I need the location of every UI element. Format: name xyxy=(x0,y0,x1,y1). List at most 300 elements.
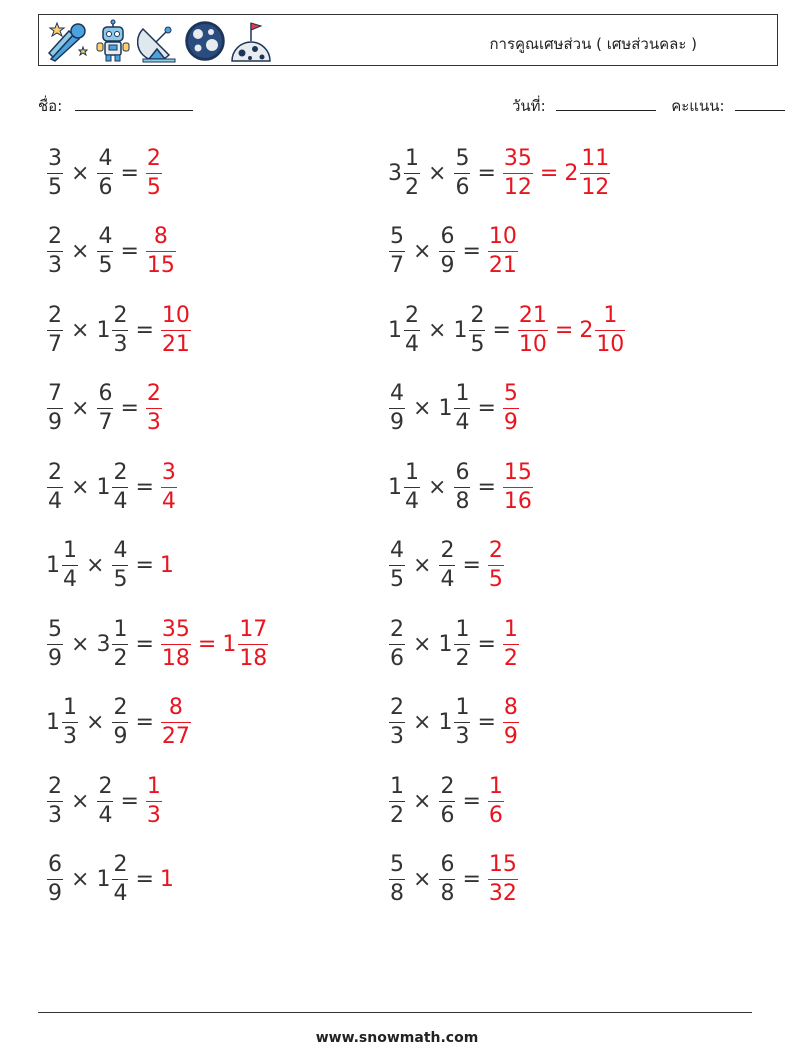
score-blank xyxy=(735,96,785,111)
numerator: 1 xyxy=(390,773,404,799)
numerator: 10 xyxy=(488,224,517,249)
denominator: 2 xyxy=(113,645,128,671)
answer xyxy=(145,773,163,828)
numerator: 3 xyxy=(161,459,176,485)
operand-a xyxy=(388,616,406,671)
times-sign: × xyxy=(71,867,90,892)
fraction xyxy=(488,773,504,828)
problem-item xyxy=(46,457,178,517)
times-sign: × xyxy=(413,553,432,578)
denominator: 5 xyxy=(488,567,503,592)
answer xyxy=(502,616,520,671)
operand-a xyxy=(388,773,406,828)
whole-number: 3 xyxy=(96,631,111,657)
denominator: 5 xyxy=(390,567,404,592)
equals-sign: = xyxy=(120,788,139,814)
whole-number: 2 xyxy=(579,317,594,343)
equals-sign: = xyxy=(135,631,154,657)
denominator: 3 xyxy=(113,331,128,357)
fraction xyxy=(47,854,63,905)
fraction xyxy=(454,616,470,671)
denominator: 18 xyxy=(161,645,190,671)
times-sign: × xyxy=(413,396,432,421)
denominator: 4 xyxy=(405,488,419,514)
denominator: 16 xyxy=(503,488,532,514)
whole-number: 1 xyxy=(46,710,60,735)
fraction xyxy=(62,540,78,591)
fraction xyxy=(112,616,128,671)
fraction xyxy=(47,302,63,357)
answer-equals-sign: = xyxy=(197,631,217,657)
comet-icon xyxy=(45,19,89,63)
equals-sign: = xyxy=(120,239,139,264)
answer-value xyxy=(487,773,505,828)
numerator: 1 xyxy=(455,695,470,720)
numerator: 1 xyxy=(455,381,470,406)
numerator: 2 xyxy=(470,302,485,328)
operand-b xyxy=(96,616,129,671)
moon-icon xyxy=(183,19,227,63)
whole-number: 1 xyxy=(222,631,237,657)
denominator: 9 xyxy=(440,253,455,278)
problem-item xyxy=(388,379,520,439)
operand-b xyxy=(111,697,129,748)
numerator: 6 xyxy=(98,381,113,406)
numerator: 4 xyxy=(98,224,113,249)
answer xyxy=(160,867,175,892)
denominator: 3 xyxy=(146,802,161,828)
denominator: 4 xyxy=(455,410,470,435)
operand-b xyxy=(438,854,456,905)
denominator: 6 xyxy=(455,174,470,200)
denominator: 5 xyxy=(470,331,485,357)
fraction xyxy=(469,302,485,357)
problem-item xyxy=(46,850,175,910)
answer-value xyxy=(487,226,519,277)
fraction xyxy=(97,145,113,200)
fraction xyxy=(161,302,191,357)
times-sign: × xyxy=(71,631,90,657)
equals-sign: = xyxy=(477,474,496,500)
problem-item xyxy=(46,222,177,282)
problem-item xyxy=(46,536,175,596)
fraction xyxy=(503,383,519,434)
robot-icon xyxy=(91,19,135,63)
answer-equals-sign: = xyxy=(539,160,559,186)
answer-value xyxy=(160,459,178,514)
answer-value xyxy=(564,145,611,200)
denominator: 7 xyxy=(98,410,113,435)
numerator: 8 xyxy=(168,695,183,720)
denominator: 2 xyxy=(390,802,404,828)
answer-value xyxy=(502,459,534,514)
fraction xyxy=(454,459,470,514)
equals-sign: = xyxy=(477,710,496,735)
denominator: 27 xyxy=(161,724,190,749)
operand-b xyxy=(96,773,114,828)
numerator: 5 xyxy=(455,145,470,171)
fraction xyxy=(389,616,405,671)
date-label: วันที่: xyxy=(512,97,546,115)
numerator: 5 xyxy=(390,852,404,877)
numerator: 1 xyxy=(405,459,419,485)
fraction xyxy=(238,616,268,671)
denominator: 2 xyxy=(455,645,470,671)
whole-number: 1 xyxy=(388,317,402,343)
problem-item xyxy=(388,536,505,596)
denominator: 3 xyxy=(48,253,62,278)
fraction xyxy=(161,616,191,671)
fraction xyxy=(488,854,518,905)
problem-item xyxy=(388,300,626,360)
answer-value xyxy=(487,540,505,591)
operand-a xyxy=(388,145,421,200)
answer-value xyxy=(502,697,520,748)
numerator: 5 xyxy=(48,616,62,642)
times-sign: × xyxy=(71,160,90,186)
times-sign: × xyxy=(413,239,432,264)
fraction xyxy=(503,459,533,514)
operand-b xyxy=(438,773,456,828)
numerator: 2 xyxy=(488,538,503,563)
fraction xyxy=(112,459,128,514)
denominator: 21 xyxy=(488,253,517,278)
times-sign: × xyxy=(71,474,90,500)
numerator: 35 xyxy=(503,145,532,171)
whole-number: 2 xyxy=(564,160,579,186)
denominator: 4 xyxy=(113,488,128,514)
numerator: 5 xyxy=(390,224,404,249)
fraction xyxy=(47,226,63,277)
numerator: 2 xyxy=(440,538,455,563)
numerator: 6 xyxy=(440,852,455,877)
whole-number: 1 xyxy=(388,474,402,500)
denominator: 9 xyxy=(503,724,518,749)
fraction xyxy=(518,302,548,357)
denominator: 12 xyxy=(581,174,610,200)
fraction xyxy=(112,302,128,357)
times-sign: × xyxy=(86,553,105,578)
fraction xyxy=(146,773,162,828)
numerator: 1 xyxy=(488,773,503,799)
numerator: 1 xyxy=(113,616,128,642)
numerator: 15 xyxy=(503,459,532,485)
times-sign: × xyxy=(71,788,90,814)
answer xyxy=(145,383,163,434)
denominator: 8 xyxy=(455,488,470,514)
denominator: 8 xyxy=(440,881,455,906)
numerator: 2 xyxy=(98,773,113,799)
answer xyxy=(145,145,163,200)
date-blank xyxy=(556,96,656,111)
answer-value xyxy=(222,616,269,671)
equals-sign: = xyxy=(462,239,481,264)
equals-sign: = xyxy=(477,160,496,186)
times-sign: × xyxy=(428,160,447,186)
fraction xyxy=(97,226,113,277)
header-icons xyxy=(45,19,273,63)
denominator: 10 xyxy=(596,331,625,357)
denominator: 9 xyxy=(390,410,404,435)
operand-b xyxy=(96,302,129,357)
equals-sign: = xyxy=(462,867,481,892)
denominator: 12 xyxy=(503,174,532,200)
operand-a xyxy=(388,226,406,277)
operand-b xyxy=(111,540,129,591)
equals-sign: = xyxy=(477,396,496,421)
numerator: 4 xyxy=(98,145,113,171)
fraction xyxy=(112,854,128,905)
problem-item xyxy=(46,614,269,674)
answer-value xyxy=(160,867,175,892)
denominator: 6 xyxy=(440,802,455,828)
numerator: 4 xyxy=(390,381,404,406)
operand-a xyxy=(46,302,64,357)
denominator: 9 xyxy=(48,410,62,435)
operand-a xyxy=(46,697,79,748)
answer xyxy=(160,697,192,748)
numerator: 2 xyxy=(48,773,62,799)
fraction xyxy=(97,383,113,434)
numerator: 2 xyxy=(113,852,128,877)
answer-value xyxy=(160,697,192,748)
denominator: 18 xyxy=(239,645,268,671)
answer-value xyxy=(145,226,177,277)
denominator: 4 xyxy=(440,567,455,592)
equals-sign: = xyxy=(135,317,154,343)
worksheet-title: การคูณเศษส่วน ( เศษส่วนคละ ) xyxy=(489,35,697,53)
numerator: 6 xyxy=(455,459,470,485)
numerator: 1 xyxy=(63,538,77,563)
denominator: 10 xyxy=(518,331,547,357)
whole-number: 1 xyxy=(46,553,60,578)
fraction xyxy=(47,773,63,828)
fraction xyxy=(580,145,610,200)
denominator: 8 xyxy=(390,881,404,906)
numerator: 35 xyxy=(161,616,190,642)
denominator: 9 xyxy=(48,645,62,671)
operand-b xyxy=(96,854,129,905)
fraction xyxy=(146,383,162,434)
numerator: 2 xyxy=(113,302,128,328)
fraction xyxy=(503,145,533,200)
denominator: 2 xyxy=(503,645,518,671)
denominator: 9 xyxy=(503,410,518,435)
whole-number: 1 xyxy=(96,317,111,343)
equals-sign: = xyxy=(135,867,154,892)
numerator: 2 xyxy=(440,773,455,799)
fraction xyxy=(62,697,78,748)
score-label: คะแนน: xyxy=(671,97,725,115)
operand-b xyxy=(96,459,129,514)
numerator: 1 xyxy=(455,616,470,642)
denominator: 7 xyxy=(48,331,62,357)
numerator: 1 xyxy=(603,302,618,328)
problem-item xyxy=(388,614,520,674)
numerator: 1 xyxy=(63,695,77,720)
problem-item xyxy=(46,143,163,203)
numerator: 10 xyxy=(161,302,190,328)
problem-item xyxy=(46,300,192,360)
footer-url: www.snowmath.com xyxy=(315,1030,479,1046)
name-field xyxy=(38,94,193,118)
operand-a xyxy=(46,226,64,277)
numerator: 1 xyxy=(146,773,161,799)
times-sign: × xyxy=(413,631,432,657)
whole-number: 1 xyxy=(438,396,453,421)
denominator: 9 xyxy=(48,881,62,906)
fraction xyxy=(454,145,470,200)
times-sign: × xyxy=(413,867,432,892)
problem-item xyxy=(388,143,611,203)
fraction xyxy=(488,226,518,277)
numerator: 3 xyxy=(48,145,62,171)
equals-sign: = xyxy=(120,396,139,421)
denominator: 4 xyxy=(98,802,113,828)
fraction xyxy=(404,302,420,357)
denominator: 21 xyxy=(161,331,190,357)
whole-number: 1 xyxy=(159,867,174,892)
fraction xyxy=(439,854,455,905)
denominator: 5 xyxy=(146,174,161,200)
operand-a xyxy=(46,854,64,905)
answer xyxy=(502,145,611,200)
fraction xyxy=(389,540,405,591)
answer-value xyxy=(502,383,520,434)
answer-value xyxy=(145,383,163,434)
times-sign: × xyxy=(428,317,447,343)
fraction xyxy=(389,697,405,748)
operand-a xyxy=(388,383,406,434)
denominator: 6 xyxy=(98,174,113,200)
numerator: 17 xyxy=(239,616,268,642)
denominator: 6 xyxy=(390,645,404,671)
fraction xyxy=(47,383,63,434)
whole-number: 1 xyxy=(453,317,468,343)
numerator: 5 xyxy=(503,381,518,406)
operand-b xyxy=(453,459,471,514)
operand-b xyxy=(438,697,471,748)
fraction xyxy=(404,145,420,200)
fraction xyxy=(389,226,405,277)
denominator: 9 xyxy=(113,724,128,749)
answer xyxy=(160,302,192,357)
problem-item xyxy=(388,693,520,753)
denominator: 3 xyxy=(455,724,470,749)
name-label: ชื่อ: xyxy=(38,97,63,115)
name-blank xyxy=(75,96,193,111)
answer-value xyxy=(160,302,192,357)
denominator: 4 xyxy=(63,567,77,592)
numerator: 21 xyxy=(518,302,547,328)
denominator: 15 xyxy=(146,253,175,278)
operand-b xyxy=(438,226,456,277)
problem-item xyxy=(388,850,519,910)
answer-value xyxy=(502,616,520,671)
numerator: 8 xyxy=(503,695,518,720)
fraction xyxy=(112,540,128,591)
moon-flag-icon xyxy=(229,19,273,63)
answer-value xyxy=(160,616,192,671)
fraction xyxy=(389,854,405,905)
operand-a xyxy=(46,145,64,200)
fraction xyxy=(595,302,625,357)
fraction xyxy=(503,697,519,748)
fraction xyxy=(439,773,455,828)
times-sign: × xyxy=(413,710,432,735)
numerator: 2 xyxy=(390,695,404,720)
fraction xyxy=(47,616,63,671)
denominator: 5 xyxy=(48,174,62,200)
answer xyxy=(145,226,177,277)
equals-sign: = xyxy=(120,160,139,186)
answer-value xyxy=(487,854,519,905)
times-sign: × xyxy=(86,710,105,735)
operand-b xyxy=(96,145,114,200)
denominator: 3 xyxy=(48,802,62,828)
answer xyxy=(160,553,175,578)
numerator: 2 xyxy=(146,145,161,171)
operand-a xyxy=(46,459,64,514)
fraction xyxy=(112,697,128,748)
times-sign: × xyxy=(71,396,90,421)
operand-b xyxy=(438,540,456,591)
answer-value xyxy=(160,553,175,578)
fraction xyxy=(161,459,177,514)
times-sign: × xyxy=(71,239,90,264)
denominator: 3 xyxy=(63,724,77,749)
answer xyxy=(502,383,520,434)
answer-value xyxy=(579,302,626,357)
fraction xyxy=(97,773,113,828)
numerator: 4 xyxy=(113,538,128,563)
problem-item xyxy=(46,379,163,439)
whole-number: 1 xyxy=(96,474,111,500)
fraction xyxy=(404,459,420,514)
operand-a xyxy=(388,302,421,357)
denominator: 5 xyxy=(98,253,113,278)
problem-item xyxy=(388,222,519,282)
date-score-field xyxy=(512,94,785,118)
operand-b xyxy=(453,145,471,200)
fraction xyxy=(146,226,176,277)
fraction xyxy=(146,145,162,200)
numerator: 2 xyxy=(146,381,161,406)
numerator: 7 xyxy=(48,381,62,406)
numerator: 1 xyxy=(503,616,518,642)
numerator: 6 xyxy=(440,224,455,249)
problem-item xyxy=(46,771,163,831)
fraction xyxy=(454,697,470,748)
denominator: 4 xyxy=(161,488,176,514)
denominator: 4 xyxy=(405,331,419,357)
operand-a xyxy=(388,459,421,514)
numerator: 2 xyxy=(113,459,128,485)
fraction xyxy=(488,540,504,591)
times-sign: × xyxy=(413,788,432,814)
answer-value xyxy=(502,145,534,200)
fraction xyxy=(389,773,405,828)
whole-number: 1 xyxy=(159,553,174,578)
numerator: 6 xyxy=(48,852,62,877)
problem-item xyxy=(388,771,505,831)
answer xyxy=(487,773,505,828)
numerator: 4 xyxy=(390,538,404,563)
equals-sign: = xyxy=(135,710,154,735)
answer xyxy=(487,540,505,591)
times-sign: × xyxy=(428,474,447,500)
answer xyxy=(517,302,626,357)
